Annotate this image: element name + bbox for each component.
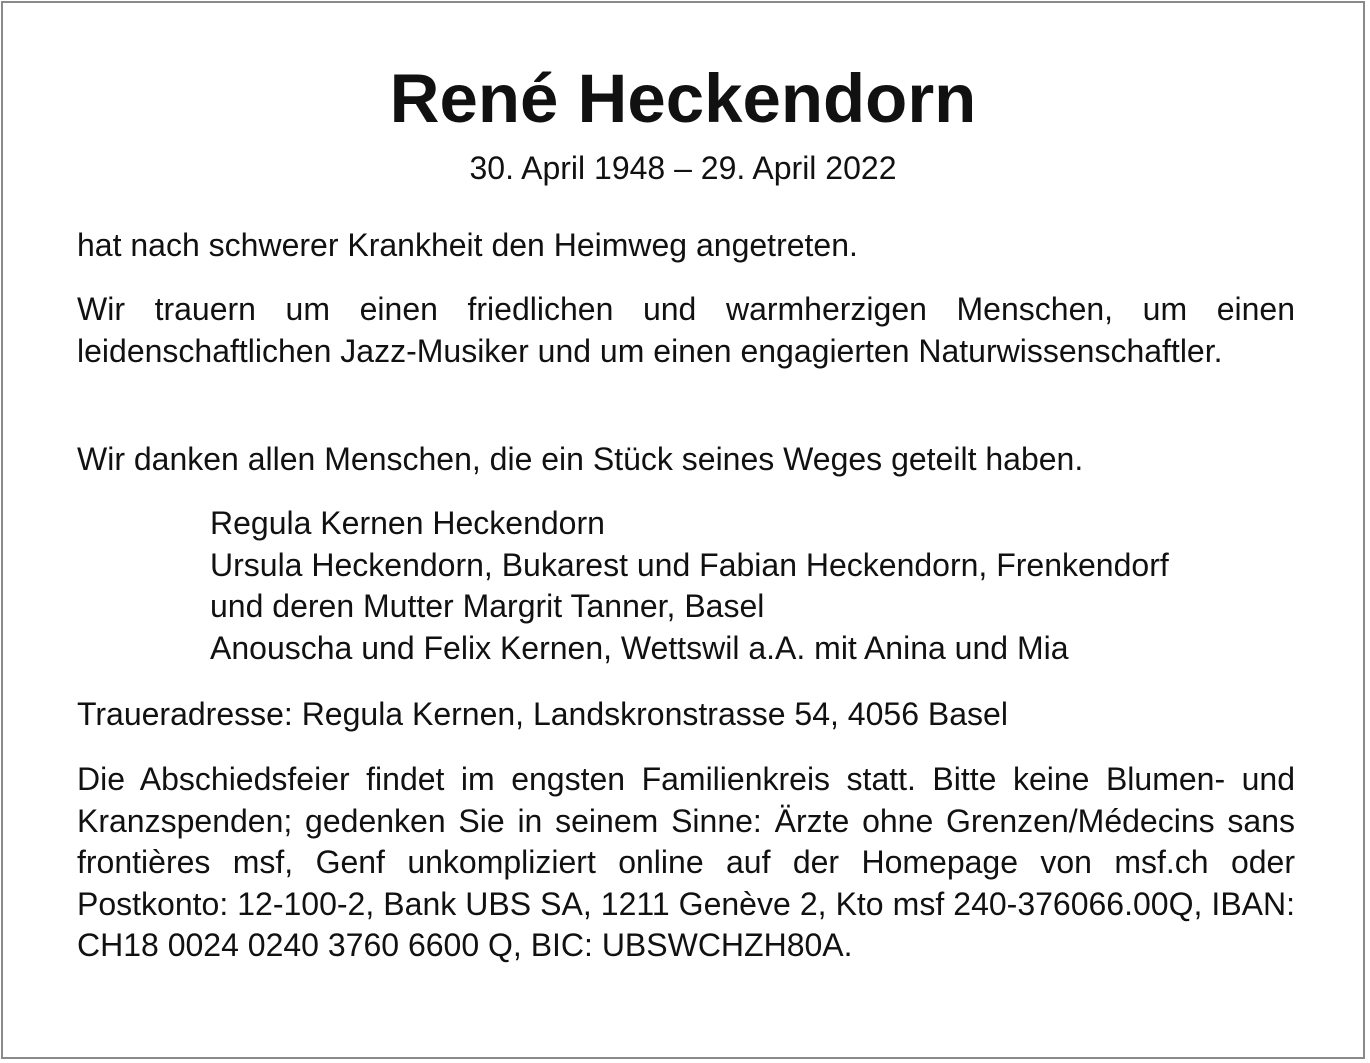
intro-text: hat nach schwerer Krankheit den Heimweg angetreten.	[77, 227, 858, 263]
family-member: und deren Mutter Margrit Tanner, Basel	[210, 588, 765, 624]
deceased-name: René Heckendorn	[389, 60, 977, 137]
family-member: Regula Kernen Heckendorn	[210, 505, 605, 541]
mourning-text: Wir trauern um einen friedlichen und warmherzigen Menschen, um einen leidenschaftlichen Jazz-Musiker und um einen engagierten Naturwissenschaftler.	[77, 291, 1295, 369]
ceremony-text: Die Abschiedsfeier findet im engsten Familienkreis statt. Bitte keine Blumen- und Kranzspenden; gedenken Sie in seinem Sinne: Ärzte ohne Grenzen/Médecins sans frontières msf, Genf unkompliziert online auf der Homepage von msf.ch oder Postkonto: 12-100-2, Bank UBS SA, 1211 Genève 2, Kto msf 240-376066.00Q, IBAN: CH18 0024 0240 3760 6600 Q, BIC: UBSWCHZH80A.	[77, 761, 1295, 963]
thanks-text: Wir danken allen Menschen, die ein Stück seines Weges geteilt haben.	[77, 441, 1084, 477]
life-dates: 30. April 1948 – 29. April 2022	[469, 150, 897, 186]
family-member: Ursula Heckendorn, Bukarest und Fabian Heckendorn, Frenkendorf	[210, 546, 1169, 583]
mourning-address: Traueradresse: Regula Kernen, Landskronstrasse 54, 4056 Basel	[77, 696, 1008, 732]
obituary-notice	[1, 1, 1365, 1059]
family-member: Anouscha und Felix Kernen, Wettswil a.A. mit Anina und Mia	[210, 629, 1069, 666]
family-list	[210, 503, 1320, 669]
